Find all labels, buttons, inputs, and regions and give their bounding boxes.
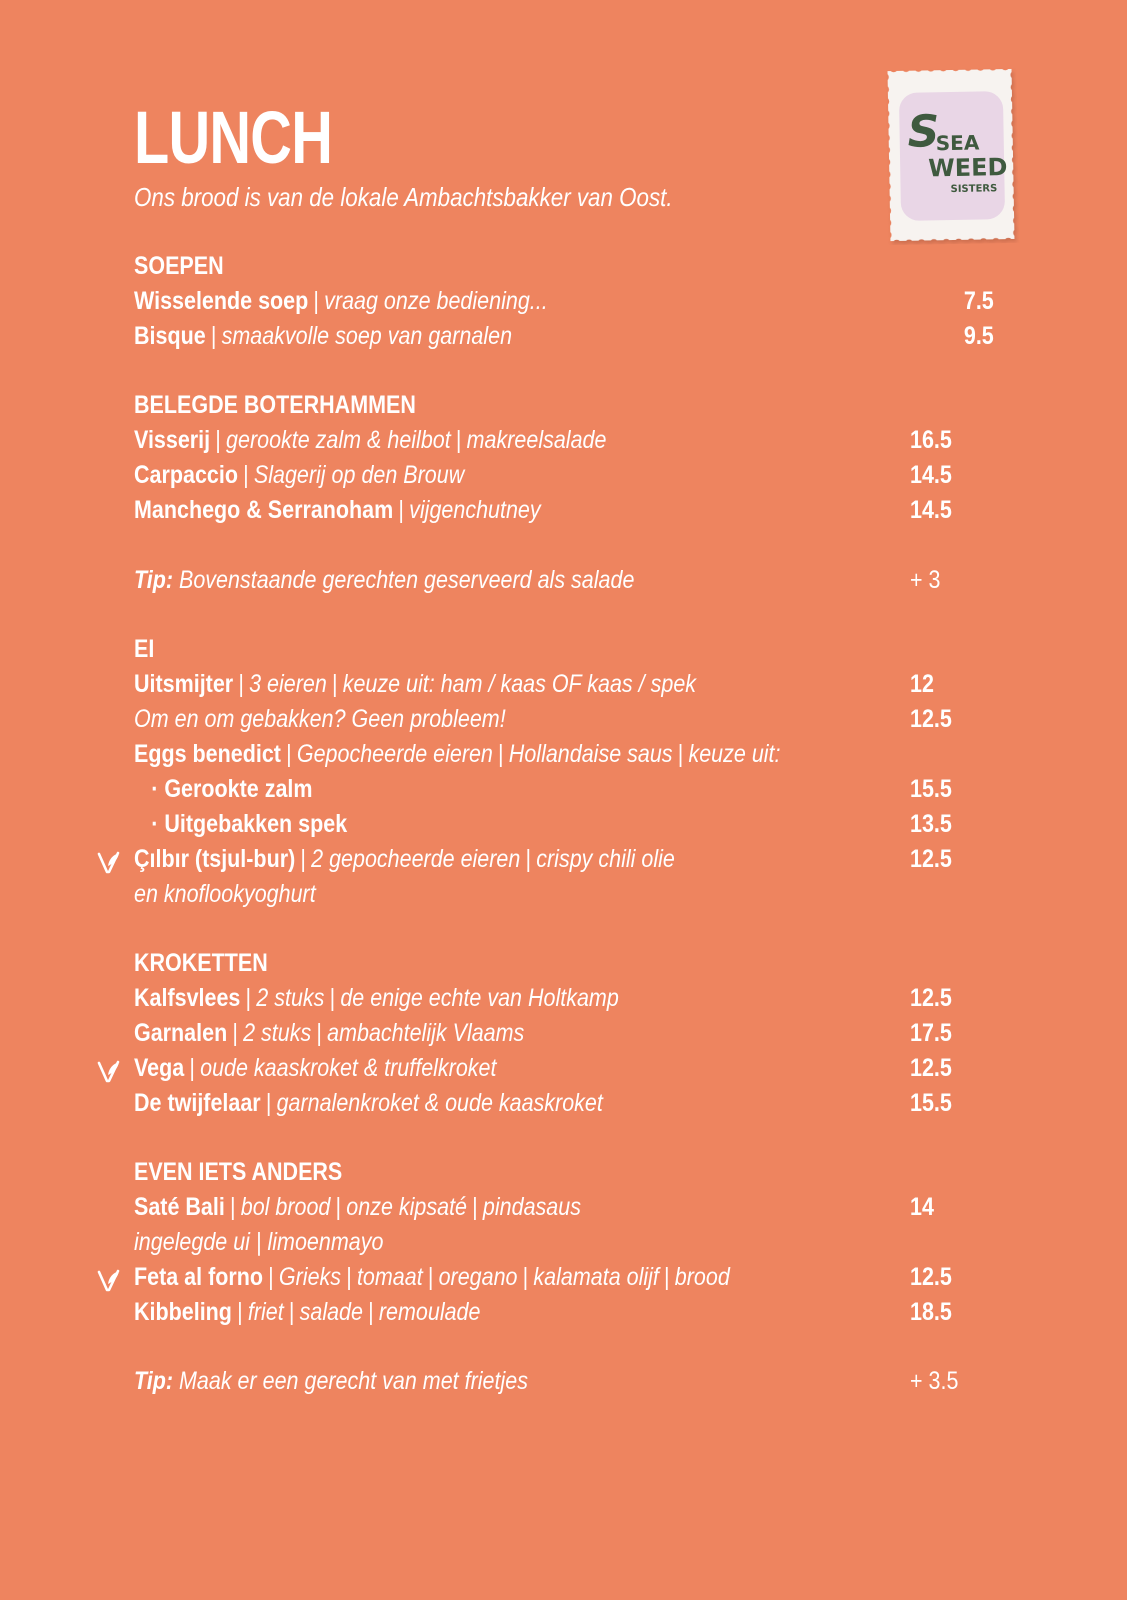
item-price: 13.5 [910, 810, 952, 838]
item-name: Uitsmijter [134, 670, 234, 698]
menu-item: Saté Bali | bol brood | onze kipsaté | pindasaus 14 [134, 1190, 994, 1225]
seaweed-sisters-logo [884, 67, 1019, 245]
item-name: Garnalen [134, 1019, 228, 1047]
leaf-icon [96, 1059, 122, 1085]
item-price: 14 [910, 1193, 934, 1221]
menu-item: Garnalen | 2 stuks | ambachtelijk Vlaams 17.5 [134, 1016, 994, 1051]
menu-item: Vega | oude kaaskroket & truffelkroket 12.5 [134, 1051, 994, 1086]
leaf-icon [96, 850, 122, 876]
item-desc: smaakvolle soep van garnalen [221, 322, 513, 350]
item-name: Vega [134, 1054, 185, 1082]
tip-line: Tip: Bovenstaande gerechten geserveerd als salade + 3 [134, 563, 994, 598]
item-price: 12.5 [910, 1263, 952, 1291]
section-heading-ei: EI [134, 635, 155, 663]
item-price: 9.5 [964, 322, 994, 350]
section-heading-boterhammen: BELEGDE BOTERHAMMEN [134, 391, 416, 419]
item-price: 12.5 [910, 705, 952, 733]
tip-price: + 3.5 [910, 1367, 959, 1395]
item-price: 17.5 [910, 1019, 952, 1047]
item-price: 12.5 [910, 984, 952, 1012]
section-heading-soepen: SOEPEN [134, 252, 224, 280]
menu-item: Kibbeling | friet | salade | remoulade 18.5 [134, 1295, 994, 1330]
menu-item: Feta al forno | Grieks | tomaat | oregano | kalamata olijf | brood 12.5 [134, 1260, 994, 1295]
menu-item: Eggs benedict | Gepocheerde eieren | Hollandaise saus | keuze uit: [134, 740, 781, 768]
tip-price: + 3 [910, 566, 941, 594]
item-price: 12.5 [910, 1054, 952, 1082]
item-price: 7.5 [964, 287, 994, 315]
item-price: 12 [910, 670, 934, 698]
section-heading-anders: EVEN IETS ANDERS [134, 1158, 343, 1186]
item-name: Saté Bali [134, 1193, 225, 1221]
menu-item: Bisque | smaakvolle soep van garnalen 9.5 [134, 319, 994, 354]
page-title: LUNCH [134, 96, 333, 179]
menu-item: Uitsmijter | 3 eieren | keuze uit: ham / kaas OF kaas / spek 12 [134, 667, 994, 702]
menu-item-note: ingelegde ui | limoenmayo [134, 1228, 384, 1256]
page-subtitle: Ons brood is van de lokale Ambachtsbakker van Oost. [134, 182, 673, 212]
menu-item: Manchego & Serranoham | vijgenchutney 14.5 [134, 493, 994, 528]
item-name: Feta al forno [134, 1263, 264, 1291]
item-price: 12.5 [910, 845, 952, 873]
menu-option: · Uitgebakken spek 13.5 [134, 807, 994, 842]
svg-text:SISTERS: SISTERS [950, 183, 998, 196]
tip-line: Tip: Maak er een gerecht van met frietjes + 3.5 [134, 1364, 994, 1399]
item-price: 15.5 [910, 1089, 952, 1117]
item-name: Eggs benedict [134, 740, 281, 768]
item-name: Manchego & Serranoham [134, 496, 394, 524]
menu-option: · Gerookte zalm 15.5 [134, 772, 994, 807]
svg-text:WEED: WEED [927, 153, 1008, 183]
leaf-icon [96, 1268, 122, 1294]
item-price: 18.5 [910, 1298, 952, 1326]
menu-item: Carpaccio | Slagerij op den Brouw 14.5 [134, 458, 994, 493]
menu-item: Çılbır (tsjul-bur) | 2 gepocheerde eieren | crispy chili olie 12.5 [134, 842, 994, 877]
item-name: Carpaccio [134, 461, 238, 489]
item-name: Çılbır (tsjul-bur) [134, 845, 296, 873]
item-desc: vraag onze bediening... [324, 287, 548, 315]
menu-item-note: en knoflookyoghurt [134, 880, 316, 908]
menu-item: Visserij | gerookte zalm & heilbot | makreelsalade 16.5 [134, 423, 994, 458]
svg-text:SEA: SEA [935, 130, 980, 156]
item-price: 14.5 [910, 496, 952, 524]
item-name: Bisque [134, 322, 206, 350]
menu-item-note: Om en om gebakken? Geen probleem! 12.5 [134, 702, 994, 737]
item-name: Kibbeling [134, 1298, 232, 1326]
menu-item: De twijfelaar | garnalenkroket & oude kaaskroket 15.5 [134, 1086, 994, 1121]
section-heading-kroketten: KROKETTEN [134, 949, 268, 977]
svg-text:S: S [907, 106, 940, 158]
item-name: De twijfelaar [134, 1089, 261, 1117]
item-name: Wisselende soep [134, 287, 309, 315]
item-price: 16.5 [910, 426, 952, 454]
item-price: 14.5 [910, 461, 952, 489]
menu-item: Wisselende soep | vraag onze bediening... 7.5 [134, 284, 994, 319]
menu-item: Kalfsvlees | 2 stuks | de enige echte van Holtkamp 12.5 [134, 981, 994, 1016]
item-name: Kalfsvlees [134, 984, 241, 1012]
item-name: Visserij [134, 426, 211, 454]
item-price: 15.5 [910, 775, 952, 803]
